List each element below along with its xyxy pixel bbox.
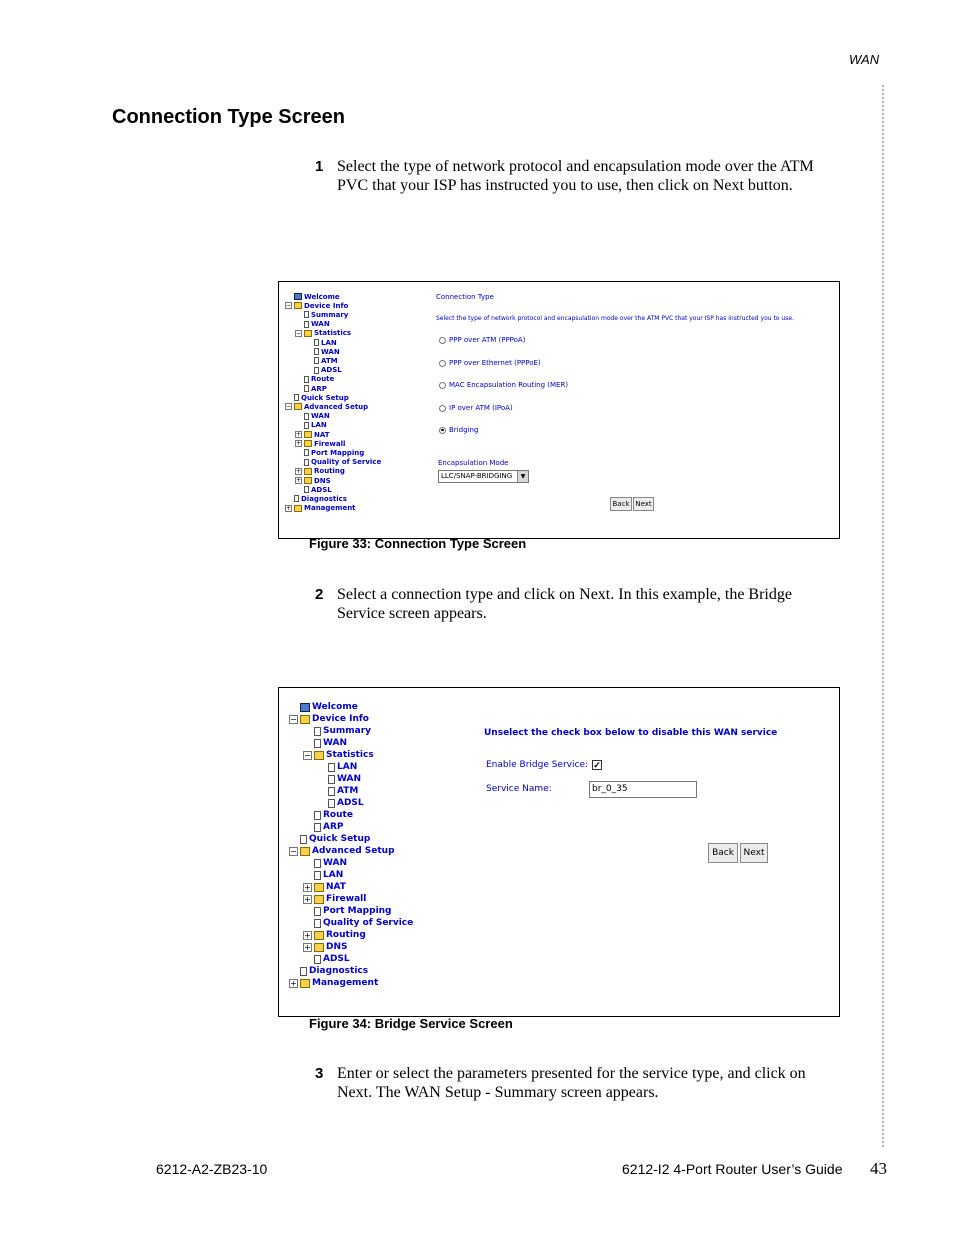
tree-spacer [295, 486, 302, 493]
tree-item-label: ARP [311, 384, 327, 393]
tree-item-label: Firewall [326, 894, 367, 904]
tree-item-label: Firewall [314, 439, 346, 448]
footer-guide-title: 6212-I2 4-Port Router User’s Guide [622, 1161, 843, 1177]
tree-item-label: Device Info [312, 714, 369, 724]
tree-item-label: WAN [323, 738, 348, 748]
page-icon [304, 486, 309, 493]
tree-spacer [317, 763, 326, 772]
expand-icon[interactable]: + [286, 504, 292, 512]
back-button[interactable]: Back [708, 843, 738, 863]
page-icon [314, 919, 321, 928]
tree-spacer [295, 321, 302, 328]
page-icon [300, 835, 307, 844]
tree-item-label: LAN [321, 338, 337, 347]
folder-icon [304, 330, 312, 337]
tree-item-label: ADSL [323, 954, 350, 964]
step-2 [315, 585, 835, 625]
section-header: WAN [849, 52, 880, 67]
service-name-label: Service Name: [486, 784, 552, 794]
tree-item-routing[interactable] [303, 929, 366, 941]
expand-icon[interactable]: + [304, 894, 311, 904]
tree-spacer [305, 348, 312, 355]
page-icon [314, 727, 321, 736]
folder-icon [314, 895, 324, 904]
enable-bridge-label: Enable Bridge Service: [486, 760, 589, 770]
collapse-icon[interactable]: − [304, 750, 311, 760]
dropdown-arrow-icon: ▼ [517, 471, 528, 482]
page-icon [328, 763, 335, 772]
step-text: Select the type of network protocol and encapsulation mode over the ATM PVC that your ISP has instructed you to use, then click on Next button. [337, 158, 814, 194]
tree-item-lan[interactable] [295, 421, 327, 430]
tree-item-port-mapping[interactable] [295, 448, 364, 457]
tree-item-label: ADSL [311, 485, 332, 494]
next-button[interactable]: Next [740, 843, 768, 863]
folder-icon [300, 847, 310, 856]
page-icon [314, 823, 321, 832]
tree-spacer [305, 339, 312, 346]
expand-icon[interactable]: + [296, 440, 302, 448]
tree-item-label: WAN [323, 858, 348, 868]
page-icon [304, 459, 309, 466]
tree-item-label: Management [304, 504, 356, 513]
tree-item-label: Welcome [304, 292, 340, 301]
tree-spacer [303, 871, 312, 880]
tree-item-label: NAT [326, 882, 346, 892]
tree-spacer [303, 811, 312, 820]
tree-item-label: DNS [326, 942, 348, 952]
connection-type-instructions: Select the type of network protocol and encapsulation mode over the ATM PVC that your ISP has instructed you to use. [436, 315, 794, 322]
tree-item-adsl[interactable] [305, 366, 342, 375]
expand-icon[interactable]: + [304, 930, 311, 940]
connection-option-bridging[interactable] [439, 426, 478, 434]
tree-item-label: Diagnostics [301, 494, 347, 503]
folder-icon [314, 943, 324, 952]
tree-item-label: Management [312, 978, 379, 988]
expand-icon[interactable]: + [290, 978, 297, 988]
step-3 [315, 1064, 835, 1104]
tree-item-summary[interactable] [303, 725, 371, 737]
tree-item-management[interactable] [289, 977, 378, 989]
tree-item-wan[interactable] [303, 737, 347, 749]
tree-item-label: LAN [311, 421, 327, 430]
tree-item-label: Routing [326, 930, 366, 940]
tree-item-label: Statistics [326, 750, 374, 760]
tree-item-route[interactable] [303, 809, 353, 821]
step-1 [315, 157, 835, 217]
tree-item-lan[interactable] [305, 338, 337, 347]
tree-item-label: Advanced Setup [304, 402, 369, 411]
tree-item-nat[interactable] [295, 430, 330, 439]
folder-icon [314, 751, 324, 760]
page-icon [294, 495, 299, 502]
tree-item-wan[interactable] [305, 347, 340, 356]
tree-item-label: Route [311, 375, 335, 384]
tree-item-advanced-setup[interactable] [285, 402, 368, 411]
tree-spacer [295, 422, 302, 429]
tree-spacer [303, 739, 312, 748]
tree-item-label: WAN [311, 412, 330, 421]
tree-item-label: Advanced Setup [312, 846, 395, 856]
folder-icon [314, 883, 324, 892]
expand-icon[interactable]: + [296, 431, 302, 439]
tree-item-label: Device Info [304, 301, 349, 310]
page-title: Connection Type Screen [112, 106, 346, 128]
tree-spacer [295, 413, 302, 420]
connection-option-ip-over-atm-ipoa[interactable] [439, 404, 513, 412]
tree-item-label: Statistics [314, 329, 352, 338]
connection-type-heading: Connection Type [436, 293, 494, 301]
collapse-icon[interactable]: − [286, 302, 292, 310]
page-icon [314, 859, 321, 868]
tree-item-management[interactable] [285, 504, 356, 513]
tree-spacer [295, 459, 302, 466]
tree-item-summary[interactable] [295, 310, 348, 319]
page-icon [314, 739, 321, 748]
expand-icon[interactable]: + [304, 942, 311, 952]
tree-item-firewall[interactable] [303, 893, 366, 905]
folder-icon [294, 302, 302, 309]
tree-item-lan[interactable] [303, 869, 343, 881]
tree-item-label: LAN [323, 870, 344, 880]
encapsulation-mode-value: LLC/SNAP-BRIDGING [441, 472, 513, 480]
page-icon [314, 348, 319, 355]
connection-option-mac-encapsulation-routing-mer[interactable] [439, 381, 568, 389]
page-icon [294, 394, 299, 401]
connection-option-label: PPP over Ethernet (PPPoE) [449, 359, 541, 367]
tree-spacer [285, 495, 292, 502]
tree-item-label: Port Mapping [311, 448, 365, 457]
tree-item-label: Quick Setup [301, 393, 349, 402]
tree-spacer [303, 823, 312, 832]
tree-item-label: NAT [314, 430, 330, 439]
expand-icon[interactable]: + [296, 477, 302, 485]
tree-item-quality-of-service[interactable] [295, 458, 381, 467]
monitor-icon [300, 703, 310, 712]
tree-spacer [317, 775, 326, 784]
tree-item-label: WAN [321, 347, 340, 356]
tree-item-quality-of-service[interactable] [303, 917, 413, 929]
page-icon [328, 775, 335, 784]
folder-icon [304, 477, 312, 484]
tree-item-label: ARP [323, 822, 344, 832]
connection-type-screenshot [278, 281, 840, 539]
connection-option-label: IP over ATM (IPoA) [449, 404, 513, 412]
next-button[interactable]: Next [633, 497, 654, 511]
folder-icon [300, 715, 310, 724]
tree-item-atm[interactable] [305, 356, 338, 365]
page-icon [314, 357, 319, 364]
page-icon [304, 413, 309, 420]
bridge-service-screenshot [278, 687, 840, 1017]
collapse-icon[interactable]: − [290, 714, 297, 724]
tree-item-dns[interactable] [303, 941, 348, 953]
page-icon [304, 321, 309, 328]
tree-spacer [295, 376, 302, 383]
page-icon [314, 339, 319, 346]
folder-icon [300, 979, 310, 988]
tree-item-quick-setup[interactable] [289, 833, 370, 845]
connection-option-ppp-over-ethernet-pppoe[interactable] [439, 359, 541, 367]
tree-spacer [305, 357, 312, 364]
tree-item-quick-setup[interactable] [285, 393, 349, 402]
tree-item-diagnostics[interactable] [285, 494, 347, 503]
tree-item-label: ADSL [321, 366, 342, 375]
page-icon [314, 367, 319, 374]
tree-spacer [285, 394, 292, 401]
page-icon [314, 907, 321, 916]
monitor-icon [294, 293, 302, 300]
tree-item-label: WAN [311, 320, 330, 329]
tree-item-label: DNS [314, 476, 331, 485]
tree-item-port-mapping[interactable] [303, 905, 392, 917]
tree-spacer [289, 703, 298, 712]
tree-item-adsl[interactable] [303, 953, 350, 965]
tree-item-wan[interactable] [295, 412, 330, 421]
connection-option-label: MAC Encapsulation Routing (MER) [449, 381, 569, 389]
tree-spacer [303, 919, 312, 928]
tree-item-label: Quick Setup [309, 834, 371, 844]
tree-item-label: Diagnostics [309, 966, 369, 976]
radio-selected-icon[interactable] [439, 427, 446, 434]
tree-spacer [295, 311, 302, 318]
figure-33-caption: Figure 33: Connection Type Screen [309, 536, 527, 551]
folder-icon [294, 505, 302, 512]
tree-item-statistics[interactable] [303, 749, 374, 761]
tree-spacer [289, 967, 298, 976]
tree-spacer [295, 449, 302, 456]
service-name-input[interactable]: br_0_35 [589, 781, 697, 798]
tree-spacer [303, 727, 312, 736]
step-text: Enter or select the parameters presented for the service type, and click on Next. The WAN Setup - Summary screen appears. [337, 1065, 806, 1101]
tree-item-label: Quality of Service [311, 458, 382, 467]
tree-item-route[interactable] [295, 375, 334, 384]
page-icon [304, 449, 309, 456]
page-icon [304, 311, 309, 318]
tree-spacer [305, 367, 312, 374]
connection-option-label: Bridging [449, 426, 479, 434]
expand-icon[interactable]: + [304, 882, 311, 892]
tree-item-advanced-setup[interactable] [289, 845, 395, 857]
page-icon [328, 799, 335, 808]
tree-item-arp[interactable] [295, 384, 327, 393]
bridge-service-heading: Unselect the check box below to disable this WAN service [484, 728, 778, 738]
tree-item-diagnostics[interactable] [289, 965, 368, 977]
footer-doc-id: 6212-A2-ZB23-10 [156, 1161, 268, 1177]
collapse-icon[interactable]: − [286, 403, 292, 411]
radio-icon[interactable] [439, 360, 446, 367]
tree-item-label: ATM [337, 786, 359, 796]
tree-item-label: Summary [311, 310, 349, 319]
expand-icon[interactable]: + [296, 467, 302, 475]
radio-icon[interactable] [439, 382, 446, 389]
tree-spacer [317, 799, 326, 808]
encapsulation-mode-label: Encapsulation Mode [438, 459, 509, 467]
tree-item-label: Welcome [312, 702, 358, 712]
tree-item-arp[interactable] [303, 821, 344, 833]
figure-34-caption: Figure 34: Bridge Service Screen [309, 1016, 513, 1031]
enable-bridge-checkbox[interactable]: ✓ [593, 760, 601, 770]
tree-item-device-info[interactable] [289, 713, 369, 725]
tree-item-lan[interactable] [317, 761, 357, 773]
step-number: 2 [315, 586, 324, 603]
folder-icon [304, 440, 312, 447]
collapse-icon[interactable]: − [296, 329, 302, 337]
tree-spacer [303, 859, 312, 868]
back-button[interactable]: Back [610, 497, 632, 511]
tree-spacer [303, 955, 312, 964]
page-icon [314, 955, 321, 964]
radio-icon[interactable] [439, 405, 446, 412]
step-text: Select a connection type and click on Next. In this example, the Bridge Service screen appears. [337, 586, 792, 622]
step-number: 3 [315, 1065, 324, 1082]
page-icon [314, 871, 321, 880]
radio-icon[interactable] [439, 337, 446, 344]
tree-item-label: ATM [321, 356, 338, 365]
folder-icon [304, 468, 312, 475]
tree-item-label: Routing [314, 467, 345, 476]
tree-item-adsl[interactable] [295, 485, 332, 494]
tree-item-statistics[interactable] [295, 329, 351, 338]
tree-spacer [295, 385, 302, 392]
collapse-icon[interactable]: − [290, 846, 297, 856]
step-number: 1 [315, 158, 324, 175]
tree-item-label: Summary [323, 726, 372, 736]
tree-item-label: Quality of Service [323, 918, 414, 928]
connection-option-ppp-over-atm-pppoa[interactable] [439, 336, 525, 344]
folder-icon [294, 403, 302, 410]
tree-item-label: Port Mapping [323, 906, 392, 916]
page-icon [314, 811, 321, 820]
tree-spacer [289, 835, 298, 844]
tree-item-atm[interactable] [317, 785, 358, 797]
page-number: 43 [870, 1159, 887, 1178]
tree-item-firewall[interactable] [295, 439, 345, 448]
margin-dotted-rule [882, 85, 884, 1147]
tree-item-adsl[interactable] [317, 797, 364, 809]
tree-spacer [303, 907, 312, 916]
connection-option-label: PPP over ATM (PPPoA) [449, 336, 526, 344]
folder-icon [314, 931, 324, 940]
tree-item-label: WAN [337, 774, 362, 784]
page-icon [304, 376, 309, 383]
tree-item-wan[interactable] [317, 773, 361, 785]
tree-item-wan[interactable] [303, 857, 347, 869]
tree-item-welcome[interactable] [289, 701, 358, 713]
tree-item-nat[interactable] [303, 881, 346, 893]
page-icon [304, 385, 309, 392]
tree-item-label: Route [323, 810, 353, 820]
page-icon [328, 787, 335, 796]
tree-item-welcome[interactable] [285, 292, 340, 301]
tree-item-device-info[interactable] [285, 301, 348, 310]
tree-item-wan[interactable] [295, 320, 330, 329]
tree-item-routing[interactable] [295, 467, 345, 476]
page-icon [304, 422, 309, 429]
folder-icon [304, 431, 312, 438]
tree-spacer [317, 787, 326, 796]
encapsulation-mode-select[interactable] [438, 470, 529, 483]
page-icon [300, 967, 307, 976]
tree-item-label: ADSL [337, 798, 364, 808]
tree-spacer [285, 293, 292, 300]
tree-item-dns[interactable] [295, 476, 331, 485]
tree-item-label: LAN [337, 762, 358, 772]
